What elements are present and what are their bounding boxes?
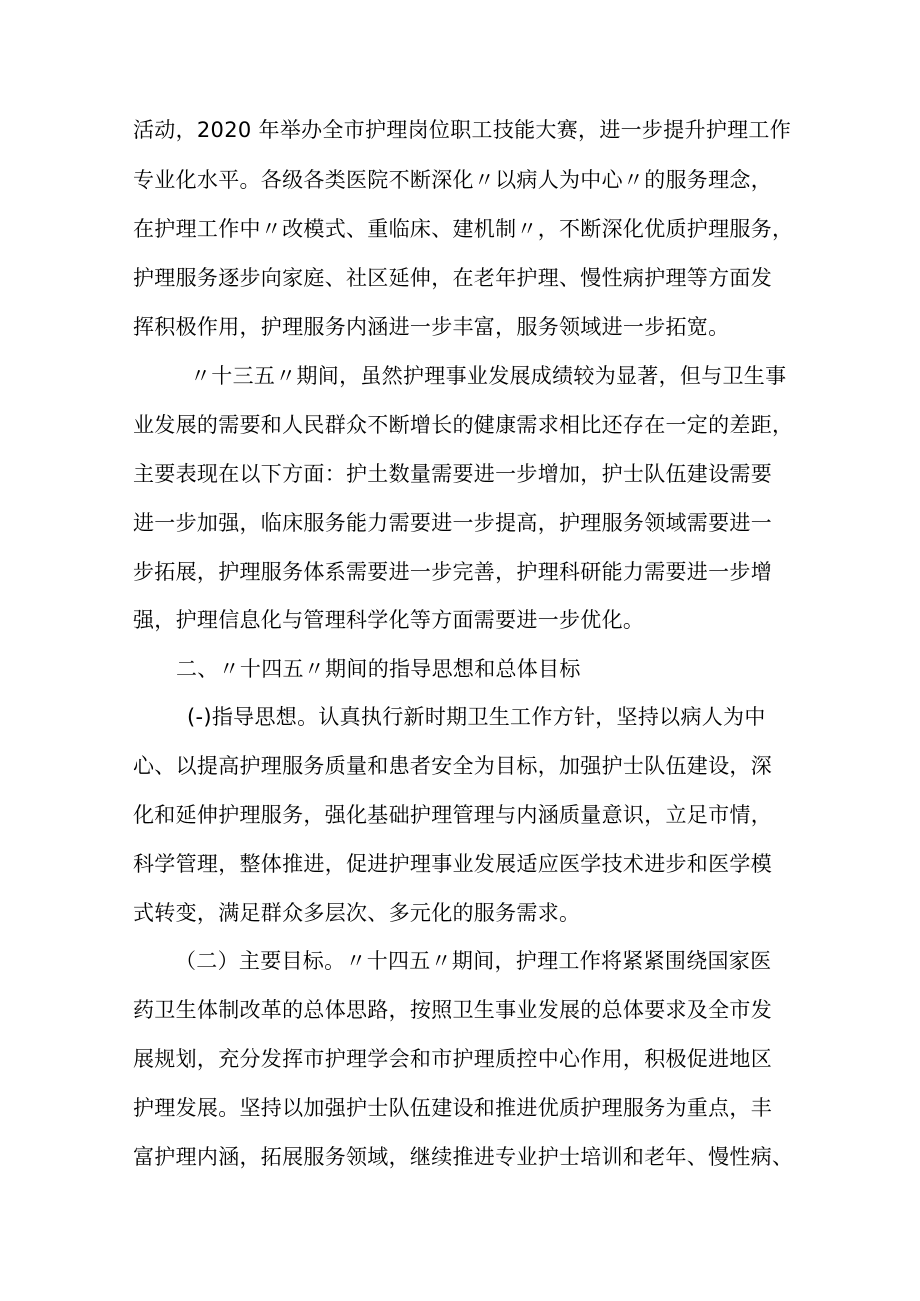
paragraph-1-line-4: 护理服务逐步向家庭、社区延伸，在老年护理、慢性病护理等方面发	[133, 266, 772, 290]
paragraph-2-line-2: 业发展的需要和人民群众不断增长的健康需求相比还存在一定的差距，	[133, 413, 794, 437]
paragraph-1-line-3: 在护理工作中〃改模式、重临床、建机制〃，不断深化优质护理服务，	[133, 217, 794, 241]
paragraph-3-line-4: 科学管理，整体推进，促进护理事业发展适应医学技术进步和医学模	[133, 852, 772, 876]
paragraph-4-line-3: 展规划，充分发挥市护理学会和市护理质控中心作用，积极促进地区	[133, 1047, 772, 1071]
paragraph-2-line-4: 进一步加强，临床服务能力需要进一步提高，护理服务领域需要进一	[133, 511, 772, 535]
paragraph-3-line-2: 心、以提高护理服务质量和患者安全为目标，加强护士队伍建设，深	[133, 754, 772, 778]
paragraph-4-line-2: 药卫生体制改革的总体思路，按照卫生事业发展的总体要求及全市发	[133, 998, 772, 1022]
paragraph-3-line-5: 式转变，满足群众多层次、多元化的服务需求。	[133, 901, 581, 925]
section-heading: 二、〃十四五〃期间的指导思想和总体目标	[176, 657, 581, 681]
paragraph-3-line-1: (-)指导思想。认真执行新时期卫生工作方针，坚持以病人为中	[187, 705, 766, 729]
paragraph-2-line-3: 主要表现在以下方面：护土数量需要进一步增加，护士队伍建设需要	[133, 462, 772, 486]
paragraph-4-line-4: 护理发展。坚持以加强护士队伍建设和推进优质护理服务为重点，丰	[133, 1096, 772, 1120]
paragraph-2-line-1: 〃十三五〃期间，虽然护理事业发展成绩较为显著，但与卫生事	[190, 364, 787, 388]
paragraph-3-line-3: 化和延伸护理服务，强化基础护理管理与内涵质量意识，立足市情，	[133, 803, 772, 827]
paragraph-1-line-5: 挥积极作用，护理服务内涵进一步丰富，服务领域进一步拓宽。	[133, 315, 730, 339]
paragraph-2-line-5: 步拓展，护理服务体系需要进一步完善，护理科研能力需要进一步增	[133, 560, 772, 584]
paragraph-4-line-1: （二）主要目标。〃十四五〃期间，护理工作将紧紧围绕国家医	[175, 949, 772, 973]
paragraph-4-line-5: 富护理内涵，拓展服务领域，继续推进专业护士培训和老年、慢性病、	[133, 1145, 794, 1169]
paragraph-1-line-1: 活动，2020 年举办全市护理岗位职工技能大赛，进一步提升护理工作	[133, 118, 792, 142]
paragraph-1-line-2: 专业化水平。各级各类医院不断深化〃以病人为中心〃的服务理念，	[133, 168, 772, 192]
paragraph-2-line-6: 强，护理信息化与管理科学化等方面需要进一步优化。	[133, 608, 645, 632]
